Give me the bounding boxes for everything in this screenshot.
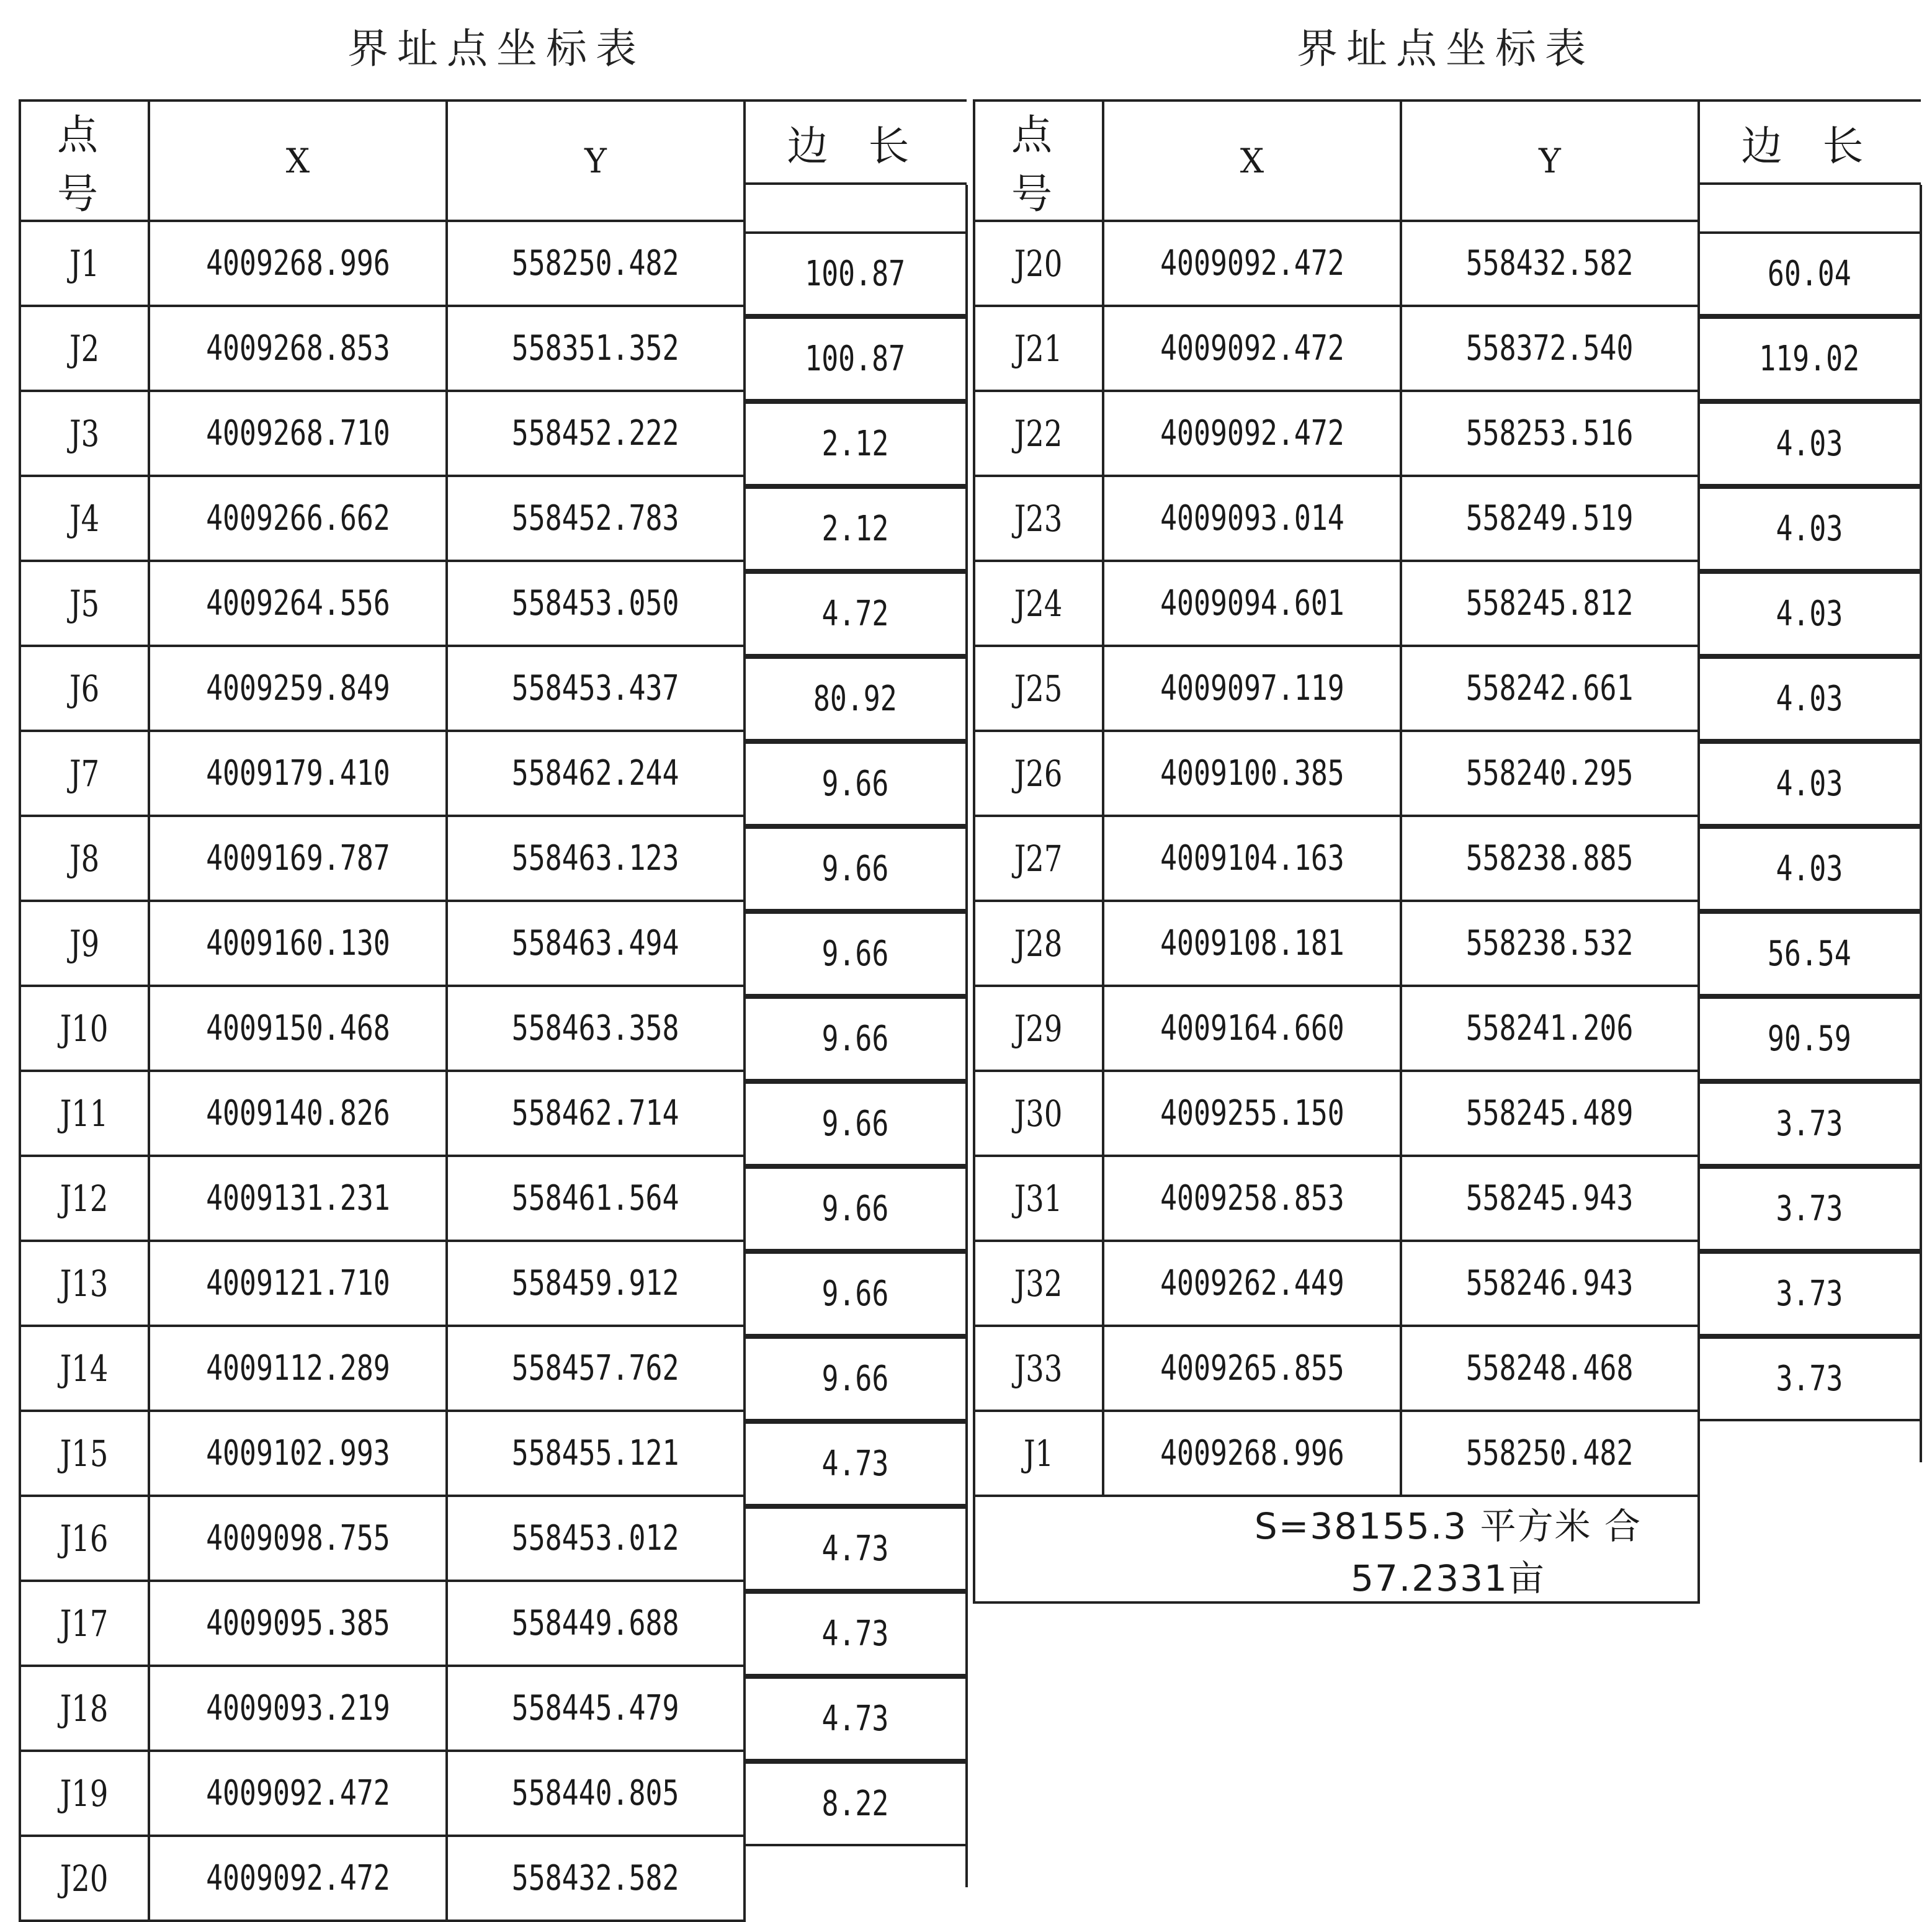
table-row <box>20 561 745 646</box>
y-coordinate-cell: 558245.489 <box>1401 1071 1699 1156</box>
x-coordinate-cell: 4009102.993 <box>149 1411 447 1496</box>
table-row <box>20 1156 745 1241</box>
header-edge-length: 边 长 <box>743 99 967 185</box>
x-coordinate-cell: 4009164.660 <box>1103 986 1401 1071</box>
y-coordinate-cell: 558238.532 <box>1401 901 1699 986</box>
table-row <box>974 561 1699 646</box>
edge-length-cell: 90.59 <box>1697 996 1921 1081</box>
point-number-cell: J8 <box>20 816 149 901</box>
edge-length-cell: 4.03 <box>1697 571 1921 656</box>
y-coordinate-cell: 558463.358 <box>447 986 745 1071</box>
edge-length-cell: 3.73 <box>1697 1081 1921 1166</box>
y-coordinate-cell: 558249.519 <box>1401 476 1699 561</box>
y-coordinate-cell: 558432.582 <box>447 1836 745 1921</box>
y-coordinate-cell: 558463.494 <box>447 901 745 986</box>
x-coordinate-cell: 4009093.014 <box>1103 476 1401 561</box>
table-row <box>974 986 1699 1071</box>
point-number-cell: J1 <box>20 221 149 306</box>
right-coordinate-table <box>973 99 1925 1599</box>
right-table-title: 界址点坐标表 <box>1297 25 1594 73</box>
table-row <box>974 306 1699 391</box>
area-summary: S=38155.3 平方米 合57.2331亩 <box>974 1496 1699 1602</box>
table-row <box>20 816 745 901</box>
y-coordinate-cell: 558462.714 <box>447 1071 745 1156</box>
point-number-cell: J9 <box>20 901 149 986</box>
x-coordinate-cell: 4009108.181 <box>1103 901 1401 986</box>
header-x: X <box>1103 101 1401 221</box>
edge-length-cell: 2.12 <box>743 486 967 571</box>
point-number-cell: J1 <box>974 1411 1103 1496</box>
x-coordinate-cell: 4009160.130 <box>149 901 447 986</box>
edge-length-cell: 80.92 <box>743 656 967 741</box>
edge-length-cell: 9.66 <box>743 1336 967 1421</box>
edge-length-cell: 9.66 <box>743 1081 967 1166</box>
x-coordinate-cell: 4009268.996 <box>149 221 447 306</box>
table-row <box>20 1581 745 1666</box>
edge-length-cell: 3.73 <box>1697 1336 1921 1421</box>
x-coordinate-cell: 4009268.853 <box>149 306 447 391</box>
x-coordinate-cell: 4009268.996 <box>1103 1411 1401 1496</box>
y-coordinate-cell: 558463.123 <box>447 816 745 901</box>
table-row <box>20 1496 745 1581</box>
edge-length-cell: 9.66 <box>743 1166 967 1251</box>
point-number-cell: J26 <box>974 731 1103 816</box>
y-coordinate-cell: 558440.805 <box>447 1751 745 1836</box>
edge-length-cell: 100.87 <box>743 316 967 401</box>
edge-length-cell: 60.04 <box>1697 231 1921 316</box>
y-coordinate-cell: 558250.482 <box>447 221 745 306</box>
x-coordinate-cell: 4009098.755 <box>149 1496 447 1581</box>
point-number-cell: J20 <box>20 1836 149 1921</box>
x-coordinate-cell: 4009169.787 <box>149 816 447 901</box>
edge-length-cell: 4.03 <box>1697 401 1921 486</box>
x-coordinate-cell: 4009259.849 <box>149 646 447 731</box>
y-coordinate-cell: 558238.885 <box>1401 816 1699 901</box>
x-coordinate-cell: 4009264.556 <box>149 561 447 646</box>
x-coordinate-cell: 4009268.710 <box>149 391 447 476</box>
edge-length-cell: 4.03 <box>1697 741 1921 826</box>
x-coordinate-cell: 4009262.449 <box>1103 1241 1401 1326</box>
y-coordinate-cell: 558253.516 <box>1401 391 1699 476</box>
x-coordinate-cell: 4009092.472 <box>1103 221 1401 306</box>
header-point-number: 点 号 <box>20 101 149 221</box>
x-coordinate-cell: 4009094.601 <box>1103 561 1401 646</box>
edge-length-cell: 9.66 <box>743 911 967 996</box>
edge-length-cell: 4.72 <box>743 571 967 656</box>
point-number-cell: J27 <box>974 816 1103 901</box>
table-row <box>974 646 1699 731</box>
x-coordinate-cell: 4009100.385 <box>1103 731 1401 816</box>
point-number-cell: J22 <box>974 391 1103 476</box>
edge-length-cell: 4.03 <box>1697 826 1921 911</box>
point-number-cell: J7 <box>20 731 149 816</box>
header-y: Y <box>1401 101 1699 221</box>
point-number-cell: J24 <box>974 561 1103 646</box>
table-row <box>20 1751 745 1836</box>
y-coordinate-cell: 558457.762 <box>447 1326 745 1411</box>
table-row <box>974 391 1699 476</box>
edge-length-cell: 100.87 <box>743 231 967 316</box>
y-coordinate-cell: 558432.582 <box>1401 221 1699 306</box>
table-row <box>20 221 745 306</box>
table-row <box>974 1241 1699 1326</box>
point-number-cell: J14 <box>20 1326 149 1411</box>
point-number-cell: J33 <box>974 1326 1103 1411</box>
y-coordinate-cell: 558445.479 <box>447 1666 745 1751</box>
edge-length-right-border <box>1920 185 1922 1462</box>
edge-length-column <box>1697 99 1921 1465</box>
x-coordinate-cell: 4009112.289 <box>149 1326 447 1411</box>
header-x: X <box>149 101 447 221</box>
y-coordinate-cell: 558246.943 <box>1401 1241 1699 1326</box>
point-number-cell: J25 <box>974 646 1103 731</box>
point-number-cell: J32 <box>974 1241 1103 1326</box>
x-coordinate-cell: 4009092.472 <box>149 1751 447 1836</box>
edge-length-cell: 9.66 <box>743 826 967 911</box>
y-coordinate-cell: 558455.121 <box>447 1411 745 1496</box>
y-coordinate-cell: 558241.206 <box>1401 986 1699 1071</box>
x-coordinate-cell: 4009121.710 <box>149 1241 447 1326</box>
table-row <box>20 901 745 986</box>
table-row <box>974 1326 1699 1411</box>
y-coordinate-cell: 558449.688 <box>447 1581 745 1666</box>
y-coordinate-cell: 558453.012 <box>447 1496 745 1581</box>
edge-length-cell: 9.66 <box>743 741 967 826</box>
table-row <box>20 306 745 391</box>
point-number-cell: J5 <box>20 561 149 646</box>
point-number-cell: J19 <box>20 1751 149 1836</box>
x-coordinate-cell: 4009179.410 <box>149 731 447 816</box>
point-number-cell: J2 <box>20 306 149 391</box>
edge-length-cell: 9.66 <box>743 996 967 1081</box>
point-number-cell: J4 <box>20 476 149 561</box>
x-coordinate-cell: 4009140.826 <box>149 1071 447 1156</box>
edge-length-cell: 9.66 <box>743 1251 967 1336</box>
point-number-cell: J3 <box>20 391 149 476</box>
y-coordinate-cell: 558248.468 <box>1401 1326 1699 1411</box>
point-number-cell: J13 <box>20 1241 149 1326</box>
point-number-cell: J12 <box>20 1156 149 1241</box>
point-number-cell: J10 <box>20 986 149 1071</box>
table-row <box>20 986 745 1071</box>
table-row <box>974 901 1699 986</box>
table-row <box>20 1666 745 1751</box>
table-row <box>974 1071 1699 1156</box>
table-row <box>20 391 745 476</box>
table-row <box>974 476 1699 561</box>
table-row <box>20 476 745 561</box>
x-coordinate-cell: 4009150.468 <box>149 986 447 1071</box>
point-number-cell: J6 <box>20 646 149 731</box>
x-coordinate-cell: 4009131.231 <box>149 1156 447 1241</box>
edge-length-cell: 2.12 <box>743 401 967 486</box>
edge-length-cell: 4.03 <box>1697 656 1921 741</box>
x-coordinate-cell: 4009092.472 <box>1103 306 1401 391</box>
y-coordinate-cell: 558245.812 <box>1401 561 1699 646</box>
table-row <box>20 1071 745 1156</box>
edge-length-column <box>743 99 967 1890</box>
right_table-grid <box>973 99 1700 1604</box>
x-coordinate-cell: 4009255.150 <box>1103 1071 1401 1156</box>
left_table-grid <box>19 99 746 1922</box>
point-number-cell: J15 <box>20 1411 149 1496</box>
table-row <box>20 1326 745 1411</box>
edge-length-cell: 8.22 <box>743 1761 967 1846</box>
point-number-cell: J23 <box>974 476 1103 561</box>
y-coordinate-cell: 558452.783 <box>447 476 745 561</box>
edge-length-cell: 4.73 <box>743 1591 967 1676</box>
x-coordinate-cell: 4009092.472 <box>149 1836 447 1921</box>
x-coordinate-cell: 4009092.472 <box>1103 391 1401 476</box>
edge-length-cell: 56.54 <box>1697 911 1921 996</box>
point-number-cell: J31 <box>974 1156 1103 1241</box>
y-coordinate-cell: 558372.540 <box>1401 306 1699 391</box>
table-row <box>974 731 1699 816</box>
table-row <box>974 1411 1699 1496</box>
y-coordinate-cell: 558242.661 <box>1401 646 1699 731</box>
x-coordinate-cell: 4009258.853 <box>1103 1156 1401 1241</box>
left-table-title: 界址点坐标表 <box>347 25 645 73</box>
x-coordinate-cell: 4009093.219 <box>149 1666 447 1751</box>
header-point-number: 点 号 <box>974 101 1103 221</box>
edge-length-cell: 3.73 <box>1697 1251 1921 1336</box>
y-coordinate-cell: 558245.943 <box>1401 1156 1699 1241</box>
edge-length-cell: 3.73 <box>1697 1166 1921 1251</box>
point-number-cell: J17 <box>20 1581 149 1666</box>
x-coordinate-cell: 4009097.119 <box>1103 646 1401 731</box>
y-coordinate-cell: 558453.050 <box>447 561 745 646</box>
table-row <box>20 731 745 816</box>
point-number-cell: J29 <box>974 986 1103 1071</box>
y-coordinate-cell: 558461.564 <box>447 1156 745 1241</box>
point-number-cell: J20 <box>974 221 1103 306</box>
point-number-cell: J30 <box>974 1071 1103 1156</box>
point-number-cell: J18 <box>20 1666 149 1751</box>
point-number-cell: J16 <box>20 1496 149 1581</box>
x-coordinate-cell: 4009265.855 <box>1103 1326 1401 1411</box>
edge-length-cell: 4.03 <box>1697 486 1921 571</box>
table-row <box>974 816 1699 901</box>
table-row <box>974 1156 1699 1241</box>
header-y: Y <box>447 101 745 221</box>
table-row <box>20 646 745 731</box>
table-row <box>20 1241 745 1326</box>
y-coordinate-cell: 558459.912 <box>447 1241 745 1326</box>
y-coordinate-cell: 558453.437 <box>447 646 745 731</box>
y-coordinate-cell: 558240.295 <box>1401 731 1699 816</box>
table-row <box>974 221 1699 306</box>
x-coordinate-cell: 4009104.163 <box>1103 816 1401 901</box>
y-coordinate-cell: 558462.244 <box>447 731 745 816</box>
point-number-cell: J28 <box>974 901 1103 986</box>
edge-length-cell: 119.02 <box>1697 316 1921 401</box>
point-number-cell: J21 <box>974 306 1103 391</box>
point-number-cell: J11 <box>20 1071 149 1156</box>
table-row <box>20 1411 745 1496</box>
left-coordinate-table <box>19 99 970 1900</box>
y-coordinate-cell: 558250.482 <box>1401 1411 1699 1496</box>
x-coordinate-cell: 4009095.385 <box>149 1581 447 1666</box>
edge-length-cell: 4.73 <box>743 1506 967 1591</box>
y-coordinate-cell: 558351.352 <box>447 306 745 391</box>
edge-length-right-border <box>965 185 968 1887</box>
header-edge-length: 边 长 <box>1697 99 1921 185</box>
edge-length-cell: 4.73 <box>743 1421 967 1506</box>
edge-length-cell: 4.73 <box>743 1676 967 1761</box>
table-row <box>20 1836 745 1921</box>
y-coordinate-cell: 558452.222 <box>447 391 745 476</box>
x-coordinate-cell: 4009266.662 <box>149 476 447 561</box>
